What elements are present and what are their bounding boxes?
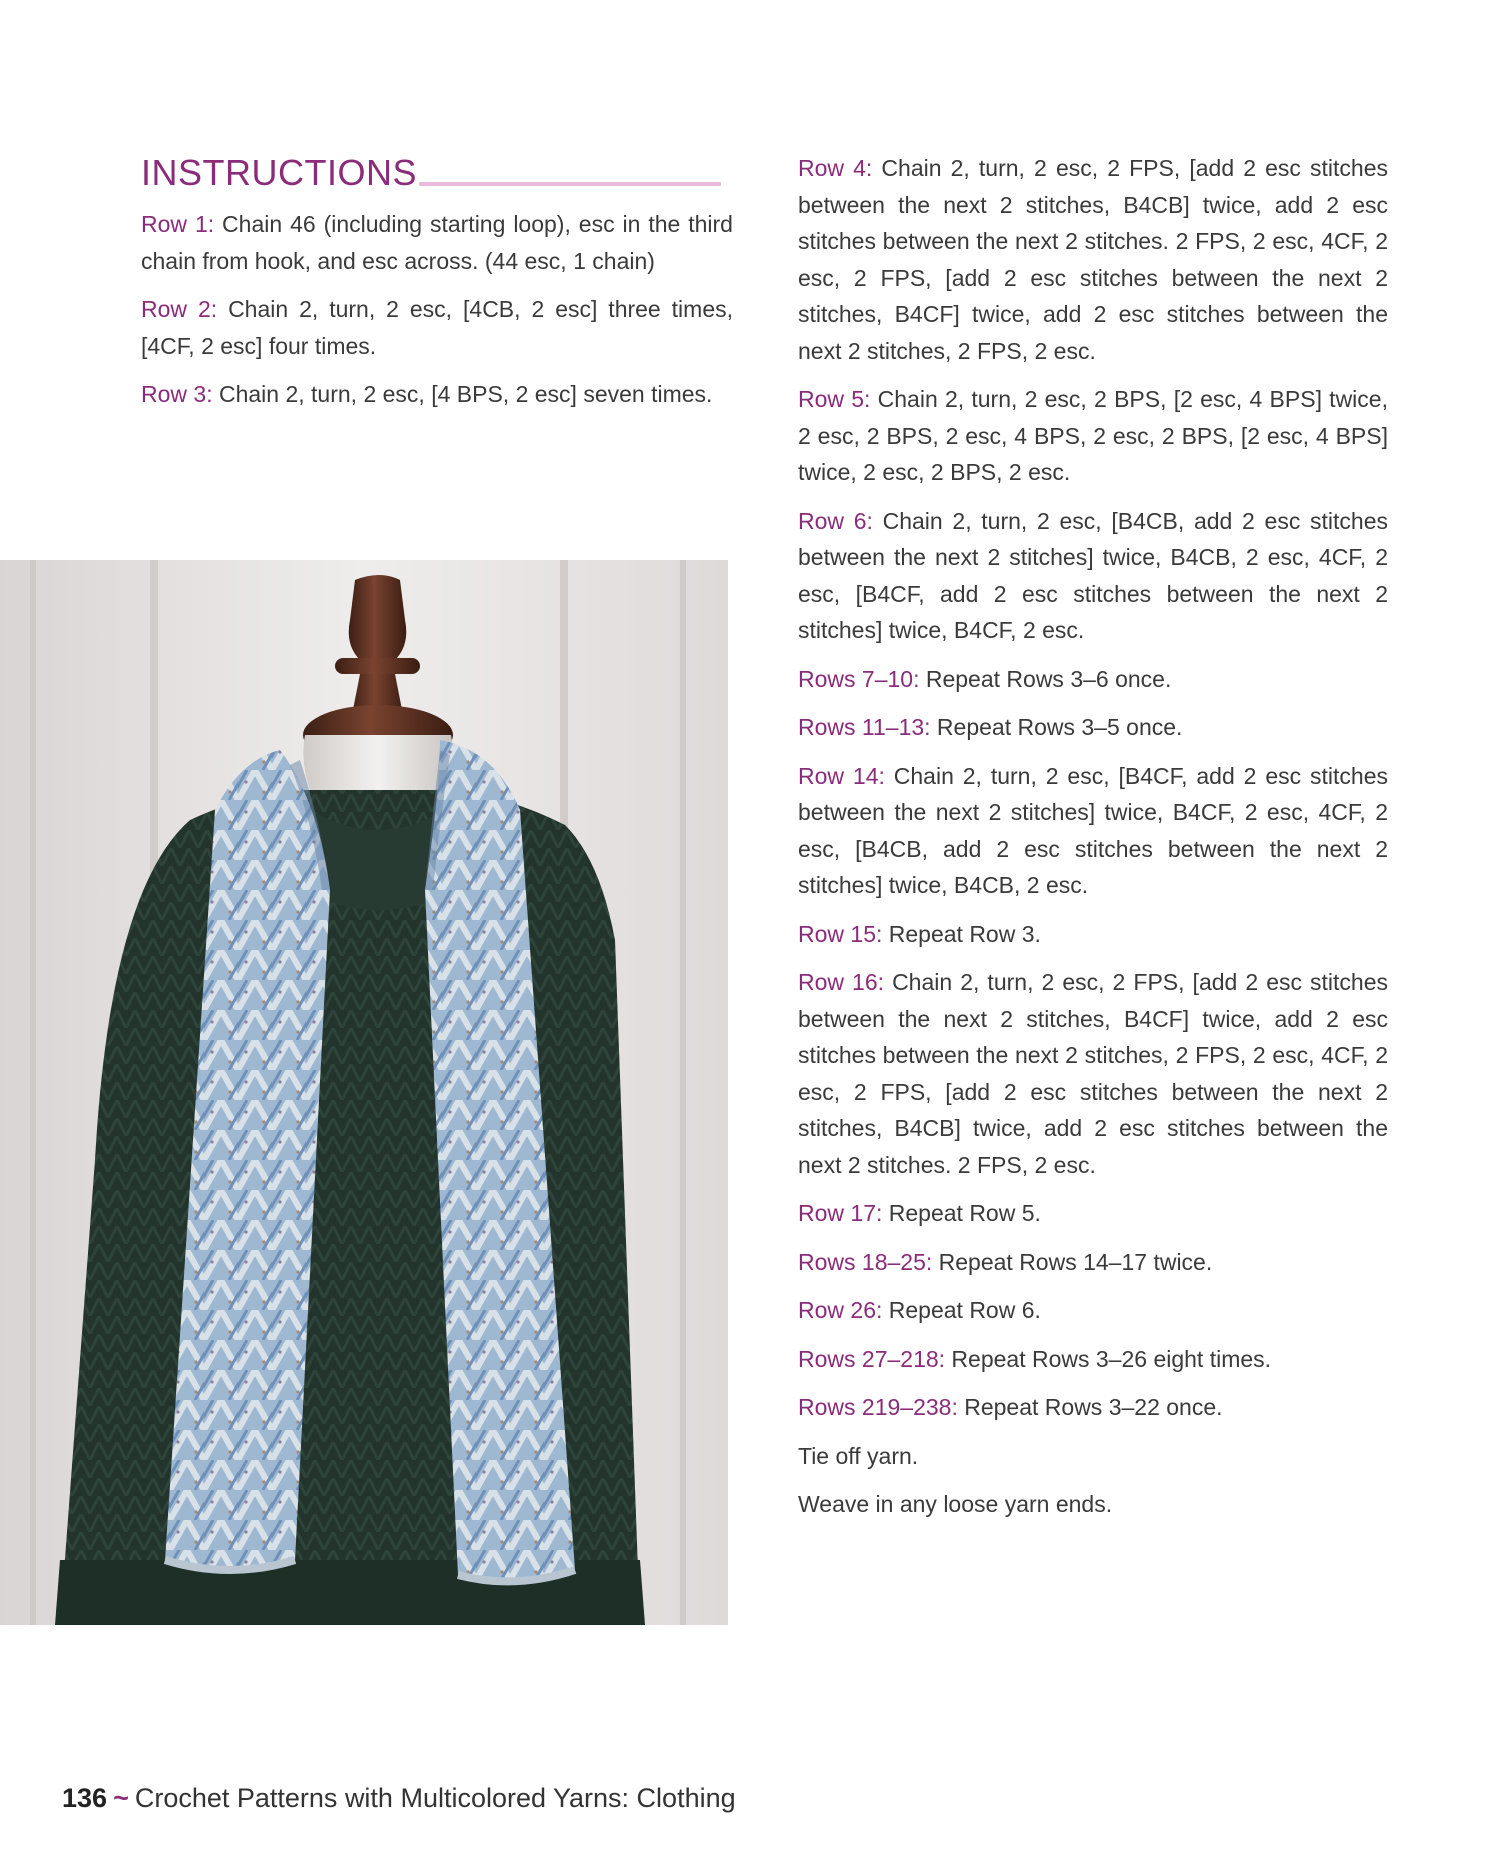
instruction-row <box>798 1389 1388 1426</box>
row-text: Repeat Row 5. <box>882 1200 1041 1226</box>
row-text: Tie off yarn. <box>798 1442 919 1469</box>
row-label: Row 26: <box>798 1297 883 1323</box>
row-label: Rows 7–10: <box>798 665 920 692</box>
instruction-row <box>798 1438 1388 1475</box>
instruction-row <box>798 964 1388 1183</box>
row-text: Chain 46 (including starting loop), esc in the third chain from hook, and esc across. (44 esc, 1 chain) <box>141 211 733 274</box>
row-text: Weave in any loose yarn ends. <box>798 1491 1113 1517</box>
row-label: Row 5: <box>798 386 871 412</box>
instruction-row <box>141 206 733 279</box>
instruction-row <box>798 1195 1388 1232</box>
instruction-row <box>141 291 733 364</box>
scarf-photo <box>0 560 728 1625</box>
row-label: Row 4: <box>798 155 873 181</box>
instruction-row <box>798 916 1388 953</box>
right-instructions-column <box>798 150 1388 1535</box>
instruction-row <box>798 1341 1388 1378</box>
row-text: Repeat Row 6. <box>882 1297 1041 1323</box>
row-label: Row 17: <box>798 1200 883 1226</box>
row-text: Repeat Rows 14–17 twice. <box>932 1248 1213 1275</box>
row-label: Rows 11–13: <box>798 714 931 740</box>
row-text: Repeat Rows 3–22 once. <box>957 1394 1223 1420</box>
instruction-row <box>798 661 1388 698</box>
row-label: Row 16: <box>798 969 885 995</box>
page-number: 136 <box>62 1783 108 1813</box>
row-label: Rows 219–238: <box>798 1394 958 1420</box>
row-text: Repeat Row 3. <box>882 920 1041 947</box>
row-label: Rows 18–25: <box>798 1248 933 1275</box>
instruction-row <box>798 150 1388 369</box>
footer-separator: ~ <box>113 1783 129 1813</box>
left-instructions-column <box>141 206 733 425</box>
row-text: Chain 2, turn, 2 esc, [B4CB, add 2 esc stitches between the next 2 stitches] twice, B4CB, 2 esc, 4CF, 2 esc, [B4CF, add 2 esc stitches between the next 2 stitches] twice, B4CF, 2 esc. <box>798 507 1388 643</box>
instruction-row <box>798 1486 1388 1523</box>
scarf-illustration <box>0 560 728 1625</box>
row-label: Row 2: <box>141 296 218 322</box>
row-text: Chain 2, turn, 2 esc, 2 FPS, [add 2 esc stitches between the next 2 stitches, B4CB] twice, add 2 esc stitches between the next 2 stitches. 2 FPS, 2 esc, 4CF, 2 esc, 2 FPS, [add 2 esc stitches between the next 2 stitches, B4CF] twice, add 2 esc stitches between the next 2 stitches, 2 FPS, 2 esc. <box>798 155 1389 364</box>
row-label: Row 6: <box>798 507 873 534</box>
row-text: Chain 2, turn, 2 esc, [B4CF, add 2 esc stitches between the next 2 stitches] twice, B4CF, 2 esc, 4CF, 2 esc, [B4CB, add 2 esc stitches between the next 2 stitches] twice, B4CB, 2 esc. <box>798 762 1388 898</box>
row-label: Row 14: <box>798 762 885 789</box>
instruction-row <box>798 1292 1388 1329</box>
row-text: Repeat Rows 3–5 once. <box>930 714 1183 740</box>
row-text: Repeat Rows 3–26 eight times. <box>945 1345 1272 1372</box>
heading-rule <box>419 182 721 186</box>
page-footer <box>62 1778 736 1818</box>
instruction-row <box>798 503 1388 649</box>
book-title: Crochet Patterns with Multicolored Yarns: Clothing <box>134 1783 736 1813</box>
row-text: Chain 2, turn, 2 esc, 2 FPS, [add 2 esc stitches between the next 2 stitches, B4CF] twice, add 2 esc stitches between the next 2 stitches, 2 FPS, 2 esc, 4CF, 2 esc, 2 FPS, [add 2 esc stitches between the next 2 stitches, B4CB] twice, add 2 esc stitches between the next 2 stitches. 2 FPS, 2 esc. <box>798 969 1389 1178</box>
row-text: Chain 2, turn, 2 esc, [4CB, 2 esc] three times, [4CF, 2 esc] four times. <box>141 296 733 359</box>
row-text: Chain 2, turn, 2 esc, [4 BPS, 2 esc] seven times. <box>212 381 713 407</box>
instructions-heading-block <box>141 148 721 198</box>
row-label: Row 1: <box>141 211 215 237</box>
row-label: Row 3: <box>141 381 213 407</box>
section-heading: INSTRUCTIONS <box>141 152 417 193</box>
instruction-row <box>798 709 1388 746</box>
row-text: Repeat Rows 3–6 once. <box>919 665 1172 692</box>
row-text: Chain 2, turn, 2 esc, 2 BPS, [2 esc, 4 BPS] twice, 2 esc, 2 BPS, 2 esc, 4 BPS, 2 esc, 2 BPS, [2 esc, 4 BPS] twice, 2 esc, 2 BPS, 2 esc. <box>798 386 1388 485</box>
instruction-row <box>798 1244 1388 1281</box>
instruction-row <box>798 758 1388 904</box>
instruction-row <box>141 376 733 413</box>
row-label: Row 15: <box>798 920 883 947</box>
instruction-row <box>798 381 1388 491</box>
row-label: Rows 27–218: <box>798 1345 946 1372</box>
